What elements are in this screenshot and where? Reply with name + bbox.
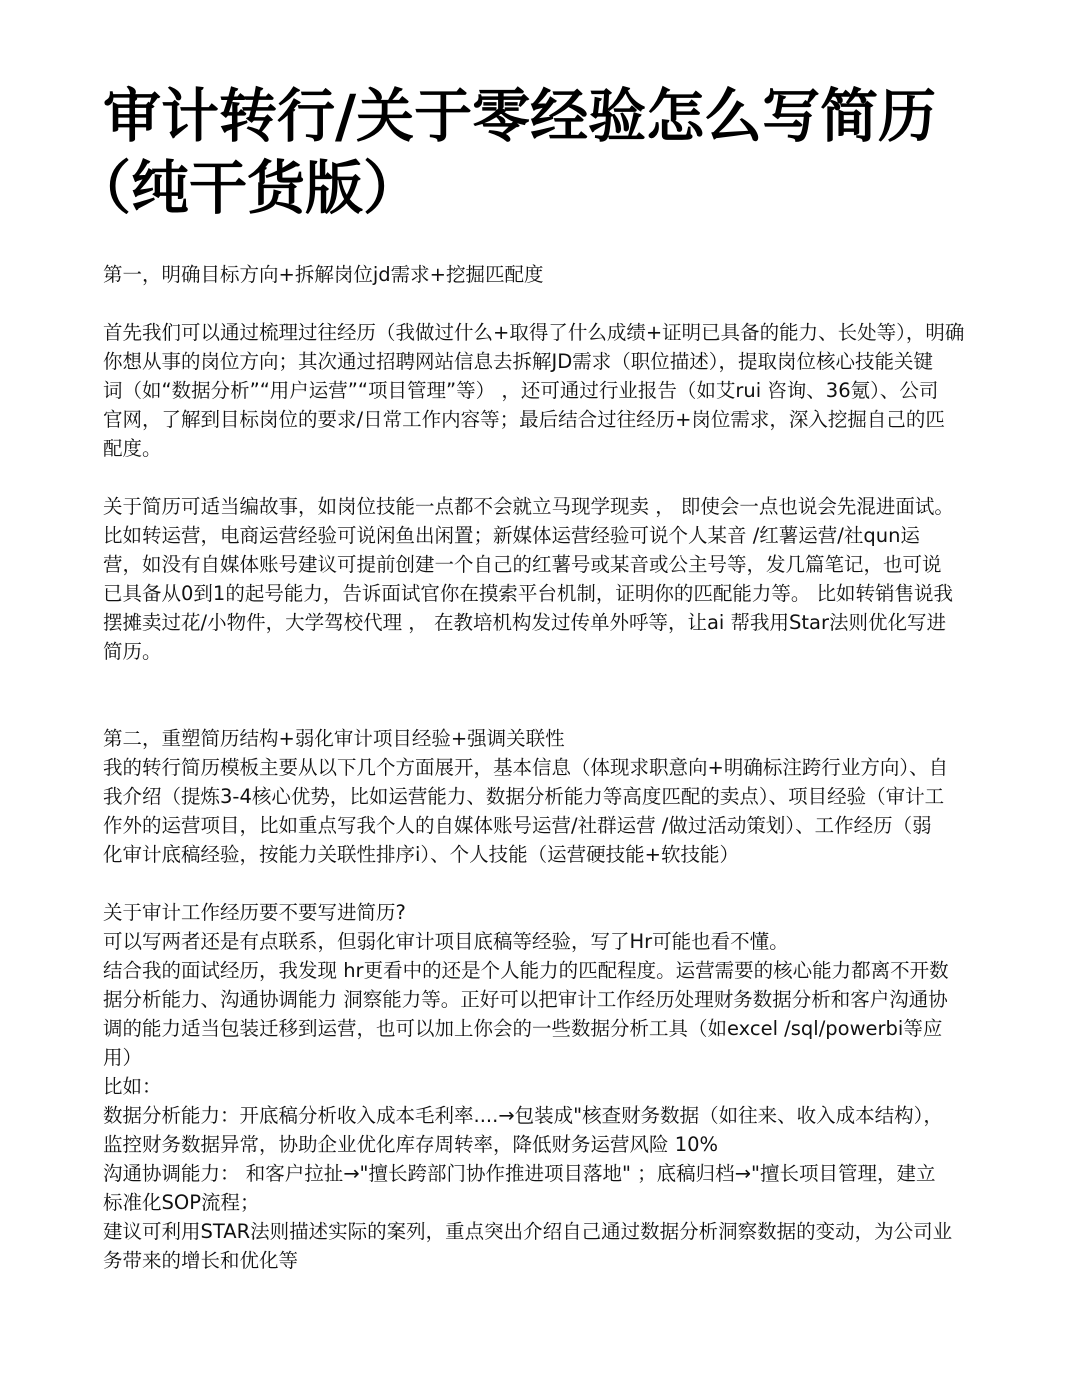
section-2-para-1-line: 化审计底稿经验，按能力关联性排序i）、个人技能（运营硬技能+软技能） (103, 843, 740, 866)
title-line-1: 审计转行/关于零经验怎么写简历 (103, 82, 937, 150)
section-1-para-2-line: 简历。 (103, 640, 162, 663)
section-2-para-2-line: 调的能力适当包装迁移到运营，也可以加上你会的一些数据分析工具（如excel /sql/powerbi等应 (103, 1017, 943, 1040)
section-2-para-2-line: 监控财务数据异常，协助企业优化库存周转率，降低财务运营风险 10% (103, 1133, 719, 1156)
section-2-para-1-line: 我介绍（提炼3-4核心优势，比如运营能力、数据分析能力等高度匹配的卖点）、项目经验（审计工 (103, 785, 945, 808)
section-1-para-2-line: 营，如没有自媒体账号建议可提前创建一个自己的红薯号或某音或公主号等，发几篇笔记，也可说 (103, 553, 942, 576)
section-2-para-2-line: 结合我的面试经历，我发现 hr更看中的还是个人能力的匹配程度。运营需要的核心能力都离不开数 (103, 959, 949, 982)
section-1-para-1-line: 官网，了解到目标岗位的要求/日常工作内容等；最后结合过往经历+岗位需求，深入挖掘自己的匹 (103, 408, 945, 431)
section-2-para-2-line: 可以写两者还是有点联系，但弱化审计项目底稿等经验，写了Hr可能也看不懂。 (103, 930, 789, 953)
section-1-para-1-line: 你想从事的岗位方向；其次通过招聘网站信息去拆解JD需求（职位描述），提取岗位核心技能关键 (103, 350, 934, 373)
section-1-heading: 第一，明确目标方向+拆解岗位jd需求+挖掘匹配度 (103, 263, 544, 286)
section-1-para-2-line: 比如转运营，电商运营经验可说闲鱼出闲置；新媒体运营经验可说个人某音 /红薯运营/社qun运 (103, 524, 920, 547)
section-2-para-2-line: 数据分析能力：开底稿分析收入成本毛利率....→包装成"核查财务数据（如往来、收入成本结构）， (103, 1104, 943, 1127)
section-2-para-2-line: 建议可利用STAR法则描述实际的案列，重点突出介绍自己通过数据分析洞察数据的变动，为公司业 (103, 1220, 953, 1243)
document-body (103, 260, 983, 1275)
section-1-para-1-line: 配度。 (103, 437, 162, 460)
section-2-para-1-line: 作外的运营项目，比如重点写我个人的自媒体账号运营/社群运营 /做过活动策划）、工作经历（弱 (103, 814, 932, 837)
section-2-para-2-line: 用） (103, 1046, 143, 1069)
section-1-para-2-line: 摆摊卖过花/小物件，大学驾校代理 ， 在教培机构发过传单外呼等，让ai 帮我用Star法则优化写进 (103, 611, 947, 634)
section-2-para-2-line: 比如： (103, 1075, 162, 1098)
section-1-para-1-line: 首先我们可以通过梳理过往经历（我做过什么+取得了什么成绩+证明已具备的能力、长处等），明确 (103, 321, 965, 344)
section-2-para-1-line: 我的转行简历模板主要从以下几个方面展开，基本信息（体现求职意向+明确标注跨行业方向）、自 (103, 756, 949, 779)
section-1-para-1-line: 词（如“数据分析”“用户运营”“项目管理”等） ，还可通过行业报告（如艾rui 咨询、36氪）、公司 (103, 379, 939, 402)
section-2-para-2-line: 务带来的增长和优化等 (103, 1249, 299, 1272)
document-title (73, 80, 983, 224)
section-2-heading: 第二，重塑简历结构+弱化审计项目经验+强调关联性 (103, 727, 565, 750)
section-2-para-2-line: 标准化SOP流程； (103, 1191, 260, 1214)
section-2-para-2-line: 据分析能力、沟通协调能力 洞察能力等。正好可以把审计工作经历处理财务数据分析和客户沟通协 (103, 988, 948, 1011)
section-1-para-2-line: 关于简历可适当编故事，如岗位技能一点都不会就立马现学现卖 ， 即使会一点也说会先混进面试。 (103, 495, 954, 518)
title-line-2: （纯干货版） (73, 154, 422, 222)
section-1-para-2-line: 已具备从0到1的起号能力，告诉面试官你在摸索平台机制，证明你的匹配能力等。 比如转销售说我 (103, 582, 954, 605)
section-2-question: 关于审计工作经历要不要写进简历? (103, 901, 406, 924)
section-2-para-2-line: 沟通协调能力： 和客户拉扯→"擅长跨部门协作推进项目落地" ；底稿归档→"擅长项目管理，建立 (103, 1162, 936, 1185)
